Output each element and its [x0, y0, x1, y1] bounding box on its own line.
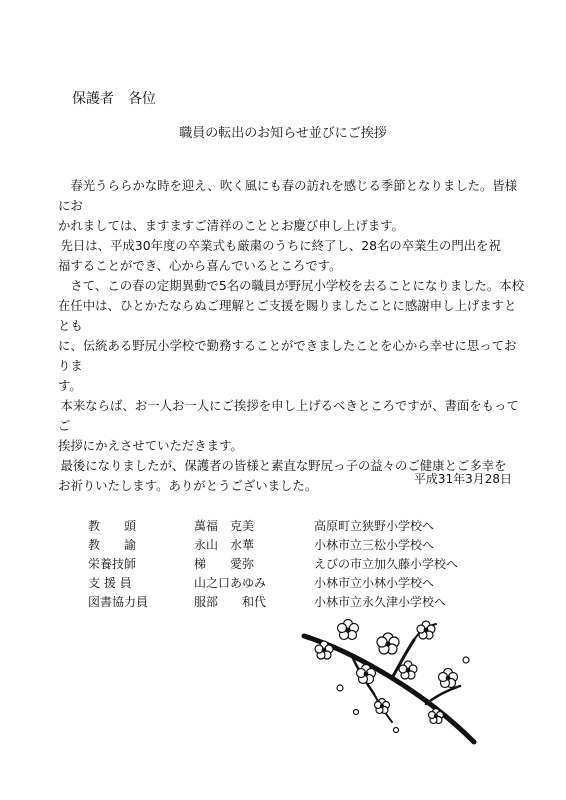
staff-role: 教 諭: [88, 538, 137, 552]
body-line: に、伝統ある野尻小学校で勤務することができましたことを心から幸せに思っておりま: [58, 338, 517, 373]
staff-destination: えびの市立加久藤小学校へ: [314, 557, 459, 571]
staff-name: 萬福 克美: [194, 519, 255, 533]
staff-name: 梯 愛弥: [194, 557, 255, 571]
staff-row: [88, 517, 528, 536]
body-line: 在任中は、ひとかたならぬご理解とご支援を賜りましたことに感謝申し上げますととも: [58, 298, 517, 333]
body-line: 最後になりましたが、保護者の皆様と素直な野尻っ子の益々のご健康とご多幸を: [60, 458, 507, 473]
letter-title: 職員の転出のお知らせ並びにご挨拶: [179, 126, 387, 141]
staff-name: 山之口あゆみ: [194, 576, 267, 590]
body-line: お祈りいたします。ありがとうございました。: [58, 478, 318, 493]
letter-date: 平成31年3月28日: [413, 472, 512, 486]
body-line: かれましては、ますますご清祥のこととお慶び申し上げます。: [58, 218, 404, 233]
body-line: さて、この春の定期異動で5名の職員が野尻小学校を去ることになりました。本校: [70, 278, 525, 293]
staff-row: [88, 574, 528, 593]
body-line: 先日は、平成30年度の卒業式も厳粛のうちに終了し、28名の卒業生の門出を祝: [60, 238, 501, 253]
staff-destination: 高原町立狭野小学校へ: [314, 519, 435, 533]
staff-name: 服部 和代: [194, 595, 267, 609]
staff-role: 図書協力員: [88, 595, 149, 609]
letter-body: [58, 176, 528, 496]
staff-role: 栄養技師: [88, 557, 137, 571]
addressee: 保護者 各位: [72, 91, 156, 107]
staff-role: 支 援 員: [88, 576, 132, 590]
staff-destination: 小林市立三松小学校へ: [314, 538, 435, 552]
body-line: 福することができ、心から喜んでいるところです。: [58, 258, 342, 273]
staff-row: [88, 555, 528, 574]
staff-row: [88, 593, 528, 612]
body-line: 本来ならば、お一人お一人にご挨拶を申し上げるべきところですが、書面をもってご: [58, 398, 519, 433]
cherry-blossom-branch-illustration: [296, 616, 492, 748]
staff-name: 永山 水華: [194, 538, 255, 552]
body-line: 春光うららかな時を迎え、吹く風にも春の訪れを感じる季節となりました。皆様にお: [58, 178, 518, 213]
staff-role: 教 頭: [88, 519, 137, 533]
staff-list: [88, 517, 528, 612]
staff-row: [88, 536, 528, 555]
body-line: 挨拶にかえさせていただきます。: [58, 438, 243, 453]
staff-destination: 小林市立永久津小学校へ: [314, 595, 447, 609]
staff-destination: 小林市立小林小学校へ: [314, 576, 435, 590]
body-line: す。: [58, 378, 82, 393]
